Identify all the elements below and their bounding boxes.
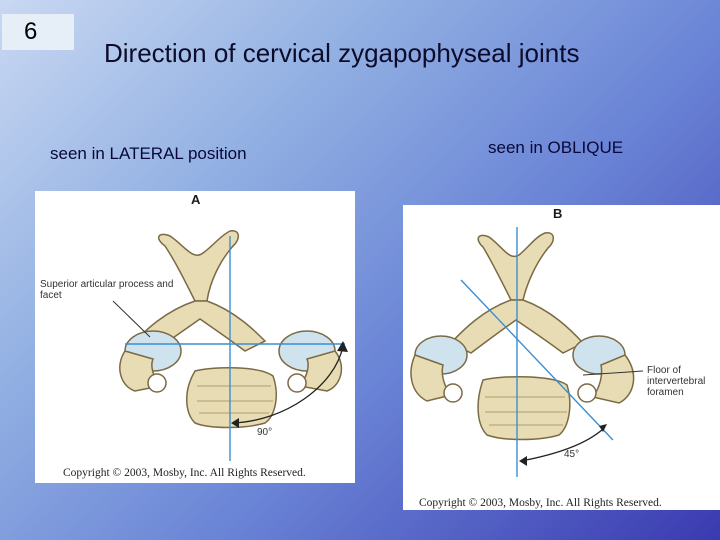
slide-title: Direction of cervical zygapophyseal joints (104, 38, 580, 68)
copyright-b: Copyright © 2003, Mosby, Inc. All Rights Reserved. (419, 497, 662, 509)
copyright-a: Copyright © 2003, Mosby, Inc. All Rights Reserved. (63, 467, 306, 479)
slide-number: 6 (2, 14, 74, 50)
figure-label-a: A (191, 192, 201, 207)
angle-label-90: 90° (257, 427, 273, 438)
superior-articular-process-label: Superior articular process and facet (40, 279, 174, 301)
angle-label-45: 45° (564, 449, 580, 460)
vertebra-illustration-b (403, 205, 720, 510)
vertebra-illustration-a (35, 191, 355, 483)
lateral-caption: seen in LATERAL position (50, 144, 247, 163)
oblique-caption: seen in OBLIQUE (488, 138, 624, 157)
figure-label-b: B (553, 206, 563, 221)
intervertebral-foramen-label: Floor of intervertebral foramen (647, 365, 706, 398)
lateral-view-figure (35, 191, 355, 483)
oblique-view-figure (403, 205, 720, 510)
